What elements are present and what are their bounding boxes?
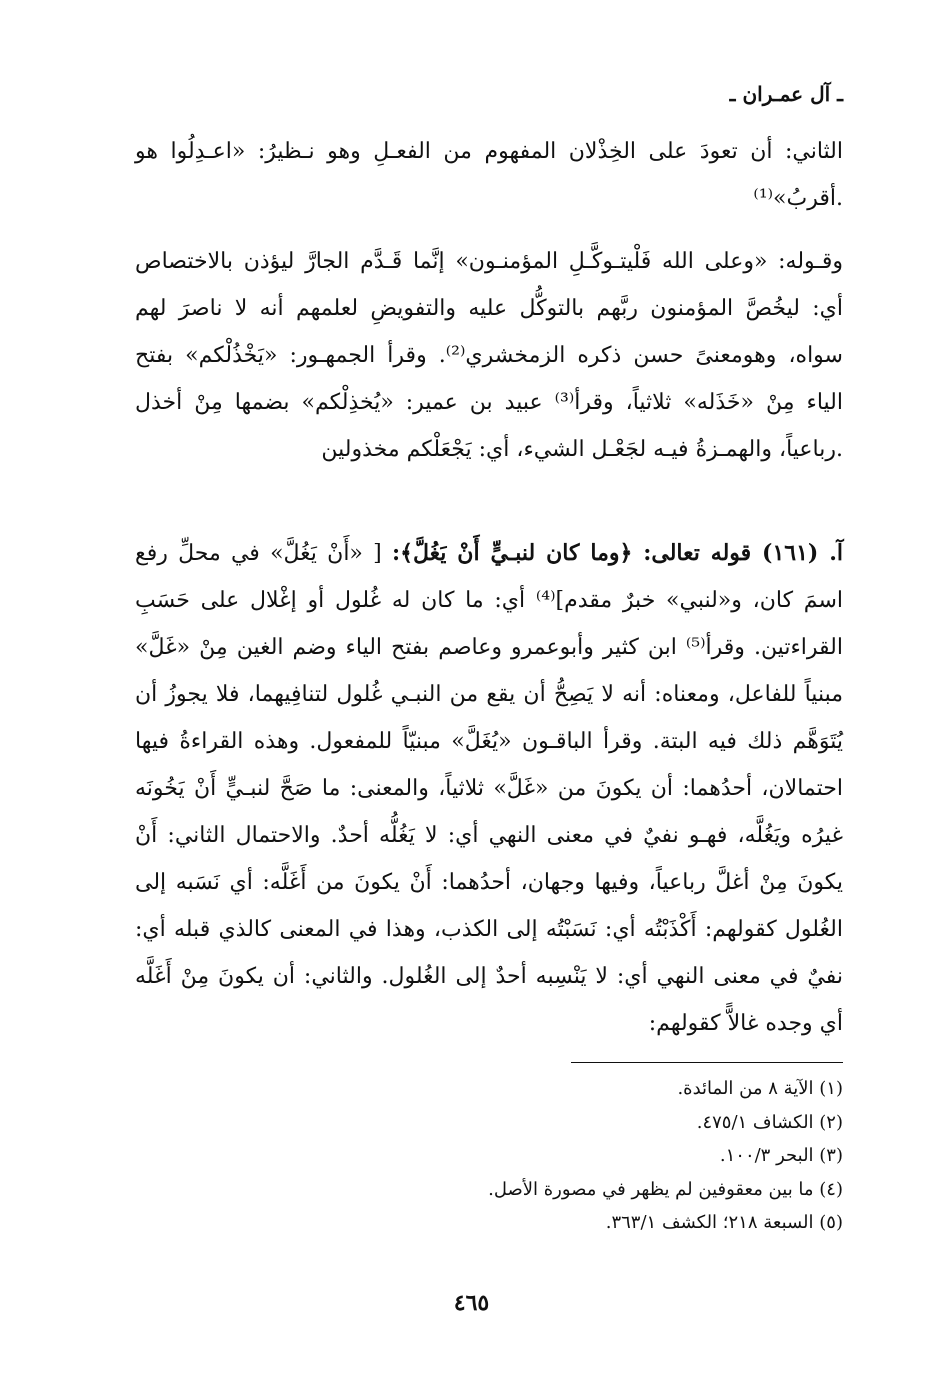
paragraph-2: وقـوله: «وعلى الله فَلْيتـوكَّـلِ المؤمنـون» إنَّما قَـدَّم الجارَّ ليؤذن بالاختصاص أي: ليخُصَّ المؤمنون ربَّهم بالتوكُّل عليه والتفويضِ لعلمهم أنه لا ناصرَ لهم سواه، وهومعنىً حسن ذكره الزمخشري⁽²⁾. وقرأ الجمهـور: «يَخْذُلْكم» بفتح الياء مِنْ «خَذَله» ثلاثياً، وقرأ⁽³⁾ عبيد بن عمير: «يُخذِلْكم» بضمها مِنْ أخذل رباعياً، والهمـزةُ فيـه لجَعْـل الشيء، أي: يَجْعَلْكم مخذولين. [135, 249, 843, 462]
footnote-separator [571, 1062, 843, 1063]
footnote-item: (٢) الكشاف ٤٧٥/١. [696, 1111, 843, 1133]
footnote-item: (٥) السبعة ٢١٨؛ الكشف ٣٦٣/١. [605, 1212, 843, 1233]
paragraph-1: الثاني: أن تعودَ على الخِذْلان المفهوم من الفعـلِ وهو نـظيرُ: «اعـدِلُوا هو أقربُ»⁽¹⁾. [135, 139, 843, 211]
verse-heading: آ. (١٦١) قوله تعالى: ﴿وما كان لنبـيٍّ أَنْ يَغُلَّ﴾: [391, 540, 844, 566]
running-header: ـ آل عمـران ـ [729, 82, 843, 106]
paragraph-3 [135, 530, 843, 1047]
footnote-item: (٣) البحر ١٠٠/٣. [719, 1145, 843, 1166]
paragraph-3-body: [ «أَنْ يَغُلَّ» في محلِّ رفع اسمَ كان، و«لنبي» خبرٌ مقدم]⁽⁴⁾ أي: ما كان له غُلول أو إغْلال على حَسَبِ القراءتين. وقرأ⁽⁵⁾ ابن كثير وأبوعمرو وعاصم بفتح الياء وضم الغين مِنْ «غَلَّ» مبنياً للفاعل، ومعناه: أنه لا يَصِحُّ أن يقع من النبـي غُلول لتنافِيهما، فلا يجوزُ أن يُتَوَهَّم ذلك فيه البتة. وقرأ الباقـون «يُغَلَّ» مبنيّاً للمفعول. وهذه القراءةُ فيها احتمالان، أحدُهما: أن يكونَ من «غَلَّ» ثلاثياً، والمعنى: ما صَحَّ لنبـيٍّ أَنْ يَخُونَه غيرُه ويَغُلَّه، فهـو نفيٌ في معنى النهي أي: لا يَغُلُّه أحدٌ. والاحتمال الثاني: أَنْ يكونَ مِنْ أغلَّ رباعياً، وفيها وجهان، أحدُهما: أَنْ يكونَ من أَغَلَّه: أي نَسَبه إلى الغُلول كقولهم: أَكْذَبْتُه أي: نَسَبْتُه إلى الكذب، وهذا في المعنى كالذي قبله أي: نفيٌ في معنى النهي أي: لا يَنْسِبه أحدٌ إلى الغُلول. والثاني: أن يكونَ مِنْ أَغَلَّه أي وجده غالاًّ كقولهم: [135, 541, 843, 1036]
footnote-item: (٤) ما بين معقوفين لم يظهر في مصورة الأصل. [488, 1178, 843, 1200]
footnote-item: (١) الآية ٨ من المائدة. [677, 1078, 843, 1099]
page-number: ٤٦٥ [453, 1290, 490, 1316]
footnotes-list [135, 1072, 843, 1240]
